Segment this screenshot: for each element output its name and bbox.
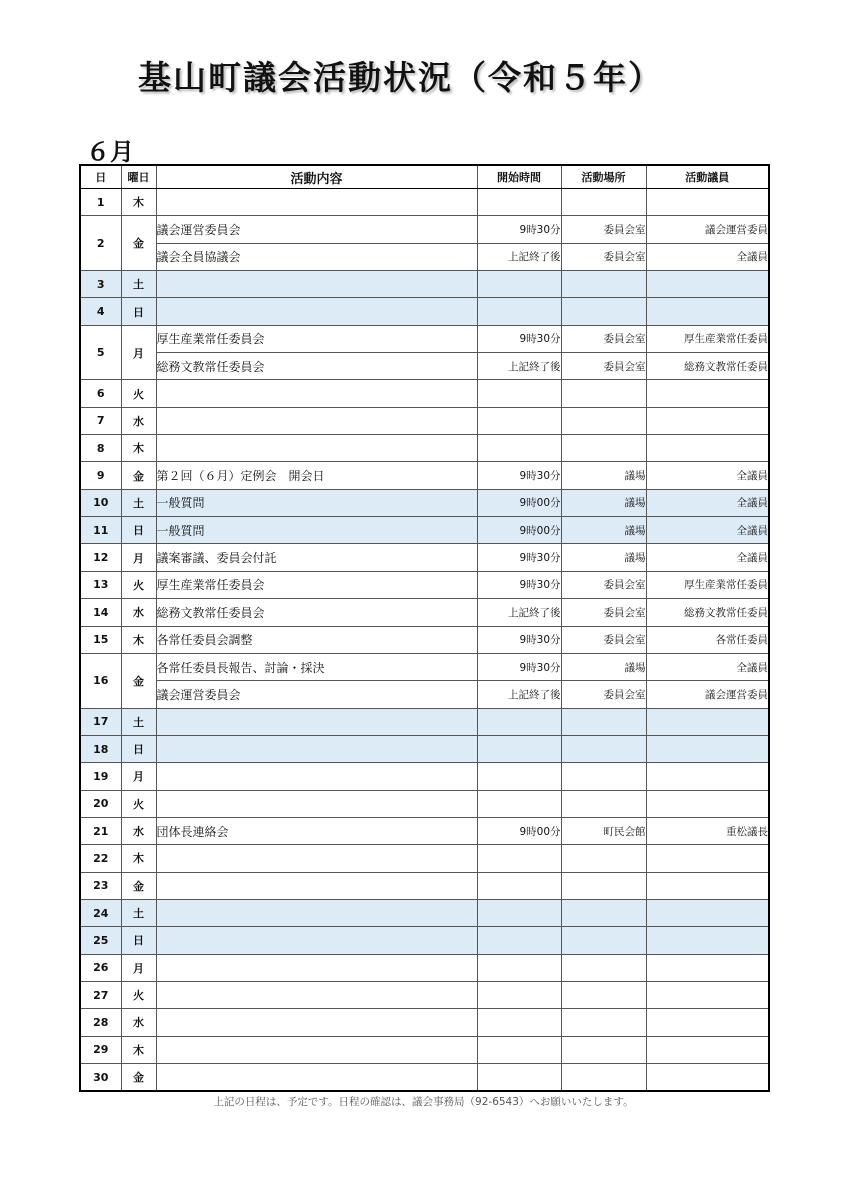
place-cell bbox=[561, 189, 646, 216]
day-cell: 13 bbox=[80, 571, 121, 598]
day-cell: 10 bbox=[80, 489, 121, 516]
weekday-cell: 木 bbox=[121, 189, 156, 216]
activity-cell: 議会全員協議会 bbox=[156, 243, 477, 270]
table-row bbox=[80, 927, 769, 954]
day-cell: 2 bbox=[80, 216, 121, 271]
members-cell bbox=[646, 708, 769, 735]
place-cell: 委員会室 bbox=[561, 216, 646, 243]
table-row bbox=[80, 845, 769, 872]
place-cell bbox=[561, 872, 646, 899]
day-cell: 20 bbox=[80, 790, 121, 817]
activity-cell: 厚生産業常任委員会 bbox=[156, 325, 477, 352]
members-cell: 議会運営委員 bbox=[646, 681, 769, 708]
place-cell bbox=[561, 380, 646, 407]
day-cell: 30 bbox=[80, 1064, 121, 1092]
start-time-cell: 9時00分 bbox=[477, 489, 561, 516]
place-cell bbox=[561, 735, 646, 762]
day-cell: 23 bbox=[80, 872, 121, 899]
members-cell bbox=[646, 899, 769, 926]
table-row bbox=[80, 708, 769, 735]
start-time-cell: 9時00分 bbox=[477, 817, 561, 844]
start-time-cell bbox=[477, 1064, 561, 1092]
table-row bbox=[80, 571, 769, 598]
members-cell bbox=[646, 845, 769, 872]
activity-cell bbox=[156, 790, 477, 817]
weekday-cell: 水 bbox=[121, 407, 156, 434]
table-row bbox=[80, 380, 769, 407]
table-header-row bbox=[80, 165, 769, 189]
members-cell: 全議員 bbox=[646, 462, 769, 489]
day-cell: 21 bbox=[80, 817, 121, 844]
activity-cell: 議会運営委員会 bbox=[156, 681, 477, 708]
activity-cell bbox=[156, 981, 477, 1008]
table-row bbox=[80, 872, 769, 899]
footnote: 上記の日程は、予定です。日程の確認は、議会事務局（92-6543）へお願いいたします。 bbox=[213, 1096, 634, 1108]
table-row bbox=[80, 462, 769, 489]
table-row bbox=[80, 517, 769, 544]
page-title: 基山町議会活動状況（令和５年） bbox=[138, 58, 663, 97]
activity-cell bbox=[156, 845, 477, 872]
table-row bbox=[80, 790, 769, 817]
weekday-cell: 日 bbox=[121, 298, 156, 325]
start-time-cell bbox=[477, 735, 561, 762]
start-time-cell bbox=[477, 763, 561, 790]
place-cell: 委員会室 bbox=[561, 353, 646, 380]
activity-cell bbox=[156, 735, 477, 762]
start-time-cell bbox=[477, 981, 561, 1008]
table-row bbox=[80, 1036, 769, 1063]
members-cell: 全議員 bbox=[646, 489, 769, 516]
members-cell bbox=[646, 1009, 769, 1036]
members-cell: 全議員 bbox=[646, 243, 769, 270]
members-cell: 全議員 bbox=[646, 653, 769, 680]
day-cell: 18 bbox=[80, 735, 121, 762]
weekday-cell: 木 bbox=[121, 1036, 156, 1063]
place-cell: 議場 bbox=[561, 462, 646, 489]
activity-cell: 一般質問 bbox=[156, 517, 477, 544]
start-time-cell: 上記終了後 bbox=[477, 353, 561, 380]
activity-cell bbox=[156, 435, 477, 462]
day-cell: 22 bbox=[80, 845, 121, 872]
header-place: 活動場所 bbox=[561, 165, 646, 189]
weekday-cell: 木 bbox=[121, 845, 156, 872]
table-row bbox=[80, 243, 769, 270]
members-cell: 全議員 bbox=[646, 517, 769, 544]
activity-cell: 一般質問 bbox=[156, 489, 477, 516]
start-time-cell bbox=[477, 435, 561, 462]
weekday-cell: 月 bbox=[121, 325, 156, 380]
place-cell: 町民会館 bbox=[561, 817, 646, 844]
start-time-cell bbox=[477, 872, 561, 899]
start-time-cell bbox=[477, 271, 561, 298]
day-cell: 29 bbox=[80, 1036, 121, 1063]
table-row bbox=[80, 435, 769, 462]
place-cell: 委員会室 bbox=[561, 243, 646, 270]
activity-cell bbox=[156, 872, 477, 899]
place-cell bbox=[561, 927, 646, 954]
table-row bbox=[80, 189, 769, 216]
day-cell: 15 bbox=[80, 626, 121, 653]
start-time-cell bbox=[477, 407, 561, 434]
place-cell: 議場 bbox=[561, 544, 646, 571]
members-cell bbox=[646, 954, 769, 981]
members-cell bbox=[646, 981, 769, 1008]
start-time-cell: 上記終了後 bbox=[477, 681, 561, 708]
table-row bbox=[80, 1009, 769, 1036]
activity-cell bbox=[156, 927, 477, 954]
weekday-cell: 金 bbox=[121, 653, 156, 708]
members-cell bbox=[646, 872, 769, 899]
activity-cell: 団体長連絡会 bbox=[156, 817, 477, 844]
weekday-cell: 日 bbox=[121, 735, 156, 762]
day-cell: 4 bbox=[80, 298, 121, 325]
activity-cell bbox=[156, 271, 477, 298]
day-cell: 7 bbox=[80, 407, 121, 434]
table-row bbox=[80, 653, 769, 680]
start-time-cell: 9時30分 bbox=[477, 571, 561, 598]
activity-cell: 議案審議、委員会付託 bbox=[156, 544, 477, 571]
day-cell: 27 bbox=[80, 981, 121, 1008]
weekday-cell: 水 bbox=[121, 817, 156, 844]
members-cell: 厚生産業常任委員 bbox=[646, 325, 769, 352]
weekday-cell: 火 bbox=[121, 571, 156, 598]
members-cell bbox=[646, 790, 769, 817]
start-time-cell bbox=[477, 189, 561, 216]
weekday-cell: 木 bbox=[121, 435, 156, 462]
table-row bbox=[80, 735, 769, 762]
header-content: 活動内容 bbox=[156, 165, 477, 189]
table-row bbox=[80, 544, 769, 571]
table-row bbox=[80, 763, 769, 790]
table-row bbox=[80, 298, 769, 325]
place-cell bbox=[561, 845, 646, 872]
day-cell: 24 bbox=[80, 899, 121, 926]
members-cell: 全議員 bbox=[646, 544, 769, 571]
place-cell bbox=[561, 954, 646, 981]
day-cell: 12 bbox=[80, 544, 121, 571]
table-row bbox=[80, 353, 769, 380]
weekday-cell: 火 bbox=[121, 981, 156, 1008]
start-time-cell: 9時30分 bbox=[477, 653, 561, 680]
start-time-cell bbox=[477, 380, 561, 407]
weekday-cell: 土 bbox=[121, 271, 156, 298]
day-cell: 16 bbox=[80, 653, 121, 708]
place-cell: 議場 bbox=[561, 517, 646, 544]
day-cell: 8 bbox=[80, 435, 121, 462]
weekday-cell: 金 bbox=[121, 872, 156, 899]
activity-cell bbox=[156, 407, 477, 434]
weekday-cell: 火 bbox=[121, 380, 156, 407]
activity-cell bbox=[156, 189, 477, 216]
place-cell: 委員会室 bbox=[561, 325, 646, 352]
start-time-cell bbox=[477, 845, 561, 872]
place-cell bbox=[561, 708, 646, 735]
place-cell bbox=[561, 271, 646, 298]
table-row bbox=[80, 681, 769, 708]
table-row bbox=[80, 626, 769, 653]
members-cell: 議会運営委員 bbox=[646, 216, 769, 243]
table-row bbox=[80, 1064, 769, 1092]
place-cell bbox=[561, 790, 646, 817]
members-cell: 総務文教常任委員 bbox=[646, 353, 769, 380]
day-cell: 14 bbox=[80, 599, 121, 626]
members-cell bbox=[646, 271, 769, 298]
members-cell bbox=[646, 735, 769, 762]
place-cell: 議場 bbox=[561, 489, 646, 516]
activity-cell: 各常任委員長報告、討論・採決 bbox=[156, 653, 477, 680]
table-row bbox=[80, 817, 769, 844]
place-cell bbox=[561, 981, 646, 1008]
place-cell: 委員会室 bbox=[561, 599, 646, 626]
members-cell bbox=[646, 407, 769, 434]
day-cell: 28 bbox=[80, 1009, 121, 1036]
place-cell: 委員会室 bbox=[561, 681, 646, 708]
start-time-cell bbox=[477, 954, 561, 981]
members-cell: 各常任委員 bbox=[646, 626, 769, 653]
members-cell: 総務文教常任委員 bbox=[646, 599, 769, 626]
weekday-cell: 月 bbox=[121, 544, 156, 571]
place-cell bbox=[561, 407, 646, 434]
activity-cell bbox=[156, 1064, 477, 1092]
table-row bbox=[80, 216, 769, 243]
start-time-cell bbox=[477, 1036, 561, 1063]
table-row bbox=[80, 325, 769, 352]
header-time: 開始時間 bbox=[477, 165, 561, 189]
table-row bbox=[80, 599, 769, 626]
day-cell: 5 bbox=[80, 325, 121, 380]
place-cell bbox=[561, 435, 646, 462]
table-row bbox=[80, 407, 769, 434]
start-time-cell bbox=[477, 1009, 561, 1036]
month-label: ６月 bbox=[86, 138, 134, 166]
day-cell: 11 bbox=[80, 517, 121, 544]
members-cell bbox=[646, 380, 769, 407]
activity-cell bbox=[156, 1009, 477, 1036]
day-cell: 1 bbox=[80, 189, 121, 216]
start-time-cell: 9時30分 bbox=[477, 544, 561, 571]
members-cell bbox=[646, 1064, 769, 1092]
start-time-cell: 上記終了後 bbox=[477, 599, 561, 626]
start-time-cell bbox=[477, 708, 561, 735]
place-cell bbox=[561, 1009, 646, 1036]
members-cell bbox=[646, 763, 769, 790]
place-cell bbox=[561, 899, 646, 926]
table-row bbox=[80, 954, 769, 981]
activity-cell bbox=[156, 708, 477, 735]
header-dow: 曜日 bbox=[121, 165, 156, 189]
schedule-body bbox=[80, 189, 769, 1092]
members-cell: 厚生産業常任委員 bbox=[646, 571, 769, 598]
start-time-cell bbox=[477, 899, 561, 926]
weekday-cell: 木 bbox=[121, 626, 156, 653]
activity-cell bbox=[156, 763, 477, 790]
members-cell bbox=[646, 927, 769, 954]
weekday-cell: 日 bbox=[121, 927, 156, 954]
place-cell bbox=[561, 1064, 646, 1092]
members-cell bbox=[646, 435, 769, 462]
weekday-cell: 日 bbox=[121, 517, 156, 544]
weekday-cell: 金 bbox=[121, 462, 156, 489]
table-row bbox=[80, 271, 769, 298]
weekday-cell: 金 bbox=[121, 1064, 156, 1092]
members-cell bbox=[646, 298, 769, 325]
activity-cell: 各常任委員会調整 bbox=[156, 626, 477, 653]
weekday-cell: 月 bbox=[121, 763, 156, 790]
place-cell: 議場 bbox=[561, 653, 646, 680]
members-cell bbox=[646, 1036, 769, 1063]
day-cell: 25 bbox=[80, 927, 121, 954]
place-cell: 委員会室 bbox=[561, 626, 646, 653]
day-cell: 3 bbox=[80, 271, 121, 298]
day-cell: 6 bbox=[80, 380, 121, 407]
weekday-cell: 土 bbox=[121, 489, 156, 516]
activity-cell: 総務文教常任委員会 bbox=[156, 353, 477, 380]
day-cell: 26 bbox=[80, 954, 121, 981]
weekday-cell: 金 bbox=[121, 216, 156, 271]
activity-cell: 第２回（６月）定例会 開会日 bbox=[156, 462, 477, 489]
table-row bbox=[80, 899, 769, 926]
day-cell: 17 bbox=[80, 708, 121, 735]
activity-cell: 総務文教常任委員会 bbox=[156, 599, 477, 626]
day-cell: 9 bbox=[80, 462, 121, 489]
members-cell: 重松議長 bbox=[646, 817, 769, 844]
place-cell: 委員会室 bbox=[561, 571, 646, 598]
activity-cell: 厚生産業常任委員会 bbox=[156, 571, 477, 598]
start-time-cell bbox=[477, 927, 561, 954]
table-row bbox=[80, 981, 769, 1008]
start-time-cell: 9時30分 bbox=[477, 462, 561, 489]
weekday-cell: 火 bbox=[121, 790, 156, 817]
table-row bbox=[80, 489, 769, 516]
members-cell bbox=[646, 189, 769, 216]
header-members: 活動議員 bbox=[646, 165, 769, 189]
activity-cell bbox=[156, 380, 477, 407]
place-cell bbox=[561, 298, 646, 325]
activity-cell bbox=[156, 899, 477, 926]
start-time-cell: 9時30分 bbox=[477, 626, 561, 653]
header-day: 日 bbox=[80, 165, 121, 189]
place-cell bbox=[561, 1036, 646, 1063]
start-time-cell: 9時30分 bbox=[477, 325, 561, 352]
activity-cell bbox=[156, 1036, 477, 1063]
schedule-table bbox=[79, 164, 770, 1092]
activity-cell: 議会運営委員会 bbox=[156, 216, 477, 243]
activity-cell bbox=[156, 954, 477, 981]
weekday-cell: 土 bbox=[121, 899, 156, 926]
day-cell: 19 bbox=[80, 763, 121, 790]
weekday-cell: 水 bbox=[121, 1009, 156, 1036]
weekday-cell: 土 bbox=[121, 708, 156, 735]
activity-cell bbox=[156, 298, 477, 325]
place-cell bbox=[561, 763, 646, 790]
weekday-cell: 月 bbox=[121, 954, 156, 981]
start-time-cell bbox=[477, 298, 561, 325]
weekday-cell: 水 bbox=[121, 599, 156, 626]
start-time-cell: 9時30分 bbox=[477, 216, 561, 243]
start-time-cell: 上記終了後 bbox=[477, 243, 561, 270]
start-time-cell: 9時00分 bbox=[477, 517, 561, 544]
start-time-cell bbox=[477, 790, 561, 817]
